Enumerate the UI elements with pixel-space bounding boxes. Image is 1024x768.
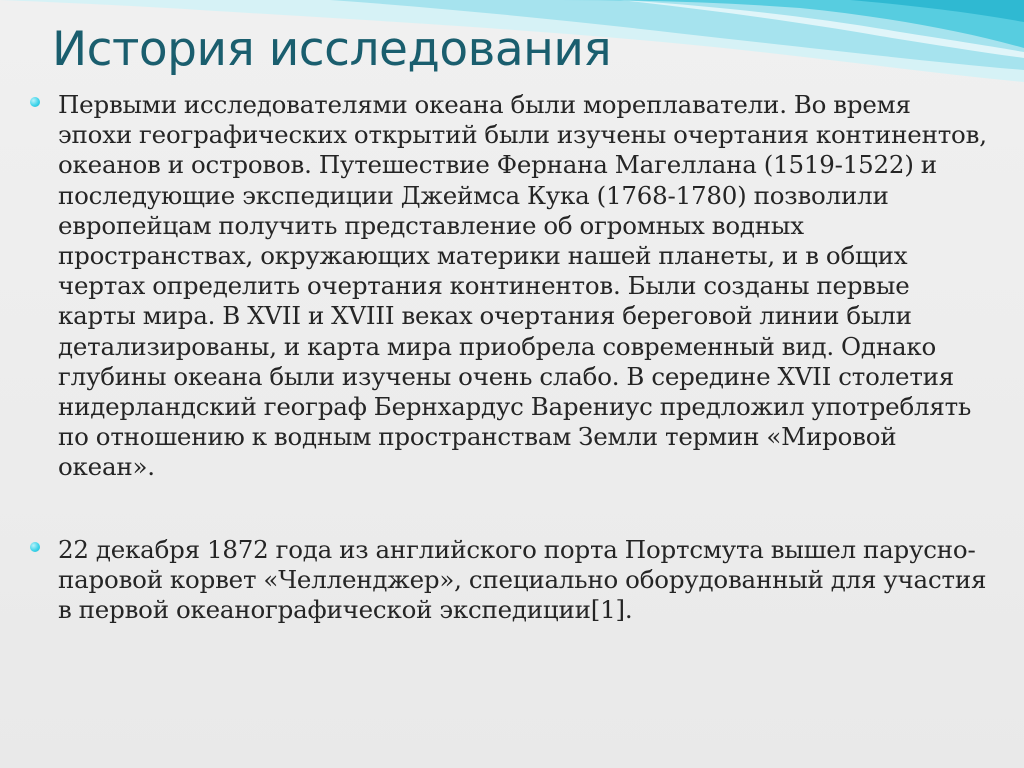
bullet-item [30, 535, 990, 626]
slide-title: История исследования [52, 22, 612, 77]
slide-body [30, 90, 990, 625]
bullet-item [30, 90, 990, 483]
bullet-text: 22 декабря 1872 года из английского порта Портсмута вышел парусно-паровой корвет «Челленджер», специально оборудованный для участия в первой океанографической экспедиции[1]. [58, 534, 987, 625]
bullet-dot-icon [30, 542, 40, 552]
bullet-text: Первыми исследователями океана были мореплаватели. Во время эпохи географических открытий были изучены очертания континентов, океанов и островов. Путешествие Фернана Магеллана (1519-1522) и последующие экспедиции Джеймса Кука (1768-1780) позволили европейцам получить представление об огромных водных пространствах, окружающих материки нашей планеты, и в общих чертах определить очертания континентов. Были созданы первые карты мира. В XVII и XVIII веках очертания береговой линии были детализированы, и карта мира приобрела современный вид. Однако глубины океана были изучены очень слабо. В середине XVII столетия нидерландский географ Бернхардус Варениус предложил употреблять по отношению к водным пространствам Земли термин «Мировой океан». [58, 90, 987, 482]
bullet-dot-icon [30, 97, 40, 107]
